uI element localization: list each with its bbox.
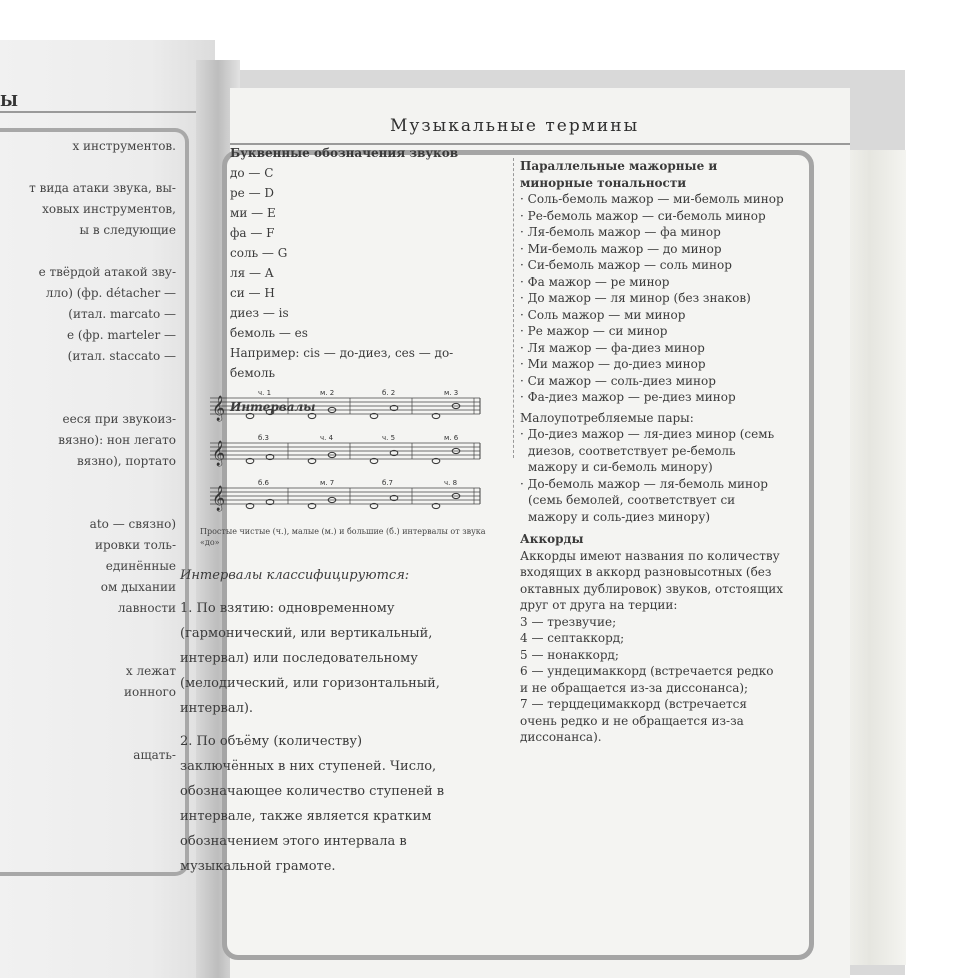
- chord-item: 6 — ундецимаккорд (встречается редко и не обращается из-за диссонанса);: [520, 664, 774, 695]
- key-pair-item: · Фа мажор — ре минор: [520, 274, 785, 291]
- left-page-line: [0, 388, 180, 409]
- left-page-line: е твёрдой атакой зву-: [38, 265, 176, 279]
- key-pair-item: · До мажор — ля минор (без знаков): [520, 290, 785, 307]
- left-page-line: [0, 619, 180, 640]
- keys-list: [520, 191, 785, 406]
- interval-label: м. 7: [320, 479, 335, 487]
- left-page-line: (итал. marcato —: [68, 307, 176, 321]
- left-page-line: ховых инструментов,: [42, 202, 176, 216]
- keys-title: Параллельные мажорные и минорные тональности: [520, 159, 718, 190]
- key-pair-item: · Ми мажор — до-диез минор: [520, 356, 785, 373]
- left-page-line: ировки толь-: [94, 538, 176, 552]
- letters-list: [230, 163, 490, 343]
- letter-item: си — H: [230, 286, 275, 300]
- left-page-line: лло) (фр. détacher —: [45, 286, 176, 300]
- left-page-line: лавности: [117, 601, 176, 615]
- chord-item: 5 — нонаккорд;: [520, 647, 619, 662]
- letter-item: диез — is: [230, 306, 289, 320]
- chord-item: 4 — септаккорд;: [520, 631, 625, 645]
- left-page-line: вязно), портато: [77, 454, 176, 468]
- key-pair-item: · Ля мажор — фа-диез минор: [520, 340, 785, 357]
- interval-label: б.6: [258, 479, 269, 487]
- interval-label: ч. 1: [258, 389, 272, 397]
- left-page-line: [0, 640, 180, 661]
- page-title: Музыкальные термины: [390, 116, 640, 136]
- rare-pair-item: · До-диез мажор — ля-диез минор (семь диезов, соответствует ре-бемоль мажору и си-бемоль минору): [520, 426, 785, 476]
- interval-label: б.3: [258, 434, 269, 442]
- rare-pair-item: · До-бемоль мажор — ля-бемоль минор (семь бемолей, соответствует си мажору и соль-диез минору): [520, 476, 785, 526]
- classification-block: [180, 563, 455, 887]
- letter-item: бемоль — es: [230, 326, 308, 340]
- left-page-line: ы в следующие: [79, 223, 176, 237]
- letter-item: ми — E: [230, 206, 276, 220]
- key-pair-item: · Ля-бемоль мажор — фа минор: [520, 224, 785, 241]
- interval-label: б.7: [382, 479, 393, 487]
- left-page-header: Ы: [0, 92, 20, 110]
- interval-label: ч. 5: [382, 434, 396, 442]
- left-page-line: ato — связно): [89, 517, 176, 531]
- chord-item: 3 — трезвучие;: [520, 614, 617, 629]
- key-pair-item: · Соль-бемоль мажор — ми-бемоль минор: [520, 191, 785, 208]
- classification-title: Интервалы классифицируются:: [180, 568, 410, 583]
- treble-clef-icon: 𝄞: [212, 396, 226, 421]
- treble-clef-icon: 𝄞: [212, 486, 226, 511]
- interval-label: ч. 8: [444, 479, 458, 487]
- intervals-title: Интервалы: [230, 400, 316, 414]
- rare-list: [520, 426, 785, 525]
- left-page-line: ееся при звукоиз-: [62, 412, 176, 426]
- key-pair-item: · Ми-бемоль мажор — до минор: [520, 241, 785, 258]
- chords-intro: Аккорды имеют названия по количеству входящих в аккорд разновысотных (без октавных дублировок) звуков, отстоящих друг от друга на терции:: [520, 548, 783, 612]
- letters-example: Например: cis — до-диез, ces — до-бемоль: [230, 346, 454, 380]
- left-page-line: ащать-: [133, 748, 176, 762]
- left-page-header-rule: [0, 95, 215, 113]
- interval-label: м. 2: [320, 389, 335, 397]
- left-page-line: [0, 703, 180, 724]
- page-edges: [845, 150, 906, 965]
- left-page-line: единённые: [105, 559, 176, 573]
- key-pair-item: · Ре мажор — си минор: [520, 323, 785, 340]
- chords-list: [520, 614, 785, 746]
- classification-item-1: 1. По взятию: одновременному (гармонический, или вертикальный, интервал) или последовательному (мелодический, или горизонтальный, интервал).: [180, 601, 440, 716]
- right-page: [180, 88, 850, 978]
- right-column: [520, 158, 785, 746]
- key-pair-item: · Ре-бемоль мажор — си-бемоль минор: [520, 208, 785, 225]
- interval-label: м. 3: [444, 389, 459, 397]
- left-page-line: [0, 241, 180, 262]
- left-page-line: [0, 157, 180, 178]
- left-page-line: т вида атаки звука, вы-: [29, 181, 176, 195]
- treble-clef-icon: 𝄞: [212, 441, 226, 466]
- rare-title: Малоупотребляемые пары:: [520, 410, 694, 425]
- letter-item: фа — F: [230, 226, 275, 240]
- key-pair-item: · Фа-диез мажор — ре-диез минор: [520, 389, 785, 406]
- left-page-line: вязно): нон легато: [58, 433, 176, 447]
- left-page-line: (итал. staccato —: [67, 349, 176, 363]
- chords-title: Аккорды: [520, 532, 584, 546]
- key-pair-item: · Си-бемоль мажор — соль минор: [520, 257, 785, 274]
- classification-item-2: 2. По объёму (количеству) заключённых в них ступеней. Число, обозначающее количество ступеней в интервале, также является кратким обозначением этого интервала в музыкальной грамоте.: [180, 734, 445, 874]
- left-page-text: [0, 136, 180, 766]
- interval-label: ч. 4: [320, 434, 334, 442]
- left-page-line: [0, 367, 180, 388]
- interval-staff: [200, 384, 500, 534]
- left-page-line: [0, 493, 180, 514]
- left-page-line: [0, 472, 180, 493]
- left-page-line: е (фр. marteler —: [67, 328, 176, 342]
- left-page-line: ом дыхании: [100, 580, 176, 594]
- column-separator: [513, 158, 514, 458]
- left-page-line: [0, 724, 180, 745]
- letter-item: соль — G: [230, 246, 288, 260]
- letters-title: Буквенные обозначения звуков: [230, 146, 459, 160]
- left-page-line: ионного: [124, 685, 176, 699]
- interval-label: б. 2: [382, 389, 396, 397]
- staff-caption: Простые чистые (ч.), малые (м.) и большие (б.) интервалы от звука «до»: [200, 527, 486, 547]
- left-page-line: х инструментов.: [72, 139, 176, 153]
- staff-notation: [200, 384, 500, 524]
- letter-item: ре — D: [230, 186, 275, 200]
- left-page-line: х лежат: [125, 664, 176, 678]
- key-pair-item: · Соль мажор — ми минор: [520, 307, 785, 324]
- chord-item: 7 — терцдецимаккорд (встречается очень редко и не обращается из-за диссонанса).: [520, 697, 747, 744]
- key-pair-item: · Си мажор — соль-диез минор: [520, 373, 785, 390]
- interval-label: м. 6: [444, 434, 459, 442]
- letter-item: ля — A: [230, 266, 274, 280]
- letter-item: до — C: [230, 166, 274, 180]
